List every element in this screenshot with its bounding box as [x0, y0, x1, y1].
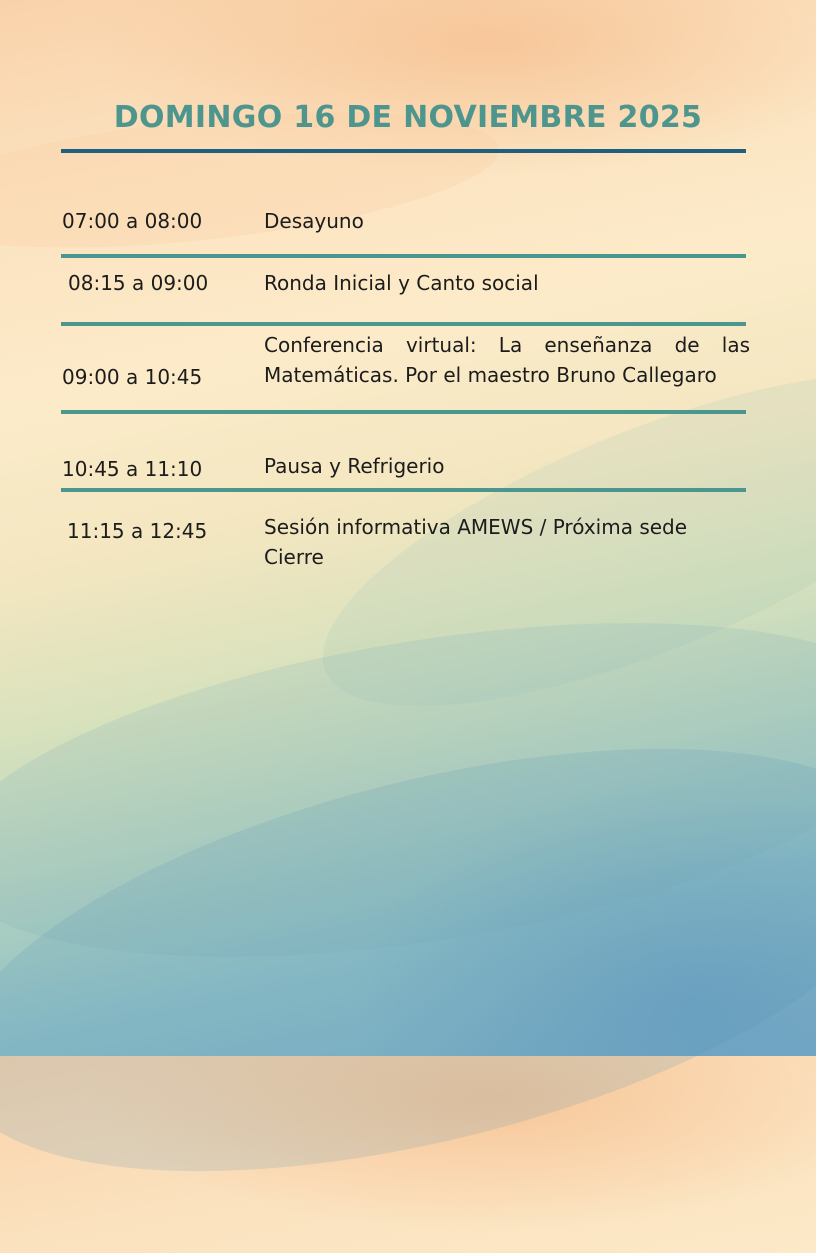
row-divider	[61, 410, 746, 414]
background-wash	[0, 667, 816, 1253]
row-divider	[61, 488, 746, 492]
schedule-time: 09:00 a 10:45	[62, 365, 203, 389]
schedule-activity	[264, 512, 750, 572]
schedule-time: 08:15 a 09:00	[68, 271, 209, 295]
schedule-time: 10:45 a 11:10	[62, 457, 203, 481]
page-title: DOMINGO 16 DE NOVIEMBRE 2025	[113, 100, 703, 135]
schedule-time: 07:00 a 08:00	[62, 209, 203, 233]
schedule-activity: Ronda Inicial y Canto social	[264, 271, 539, 295]
title-divider	[61, 149, 746, 153]
row-divider	[61, 254, 746, 258]
row-divider	[61, 322, 746, 326]
background-wash	[0, 565, 816, 1015]
schedule-activity-line: Sesión informativa AMEWS / Próxima sede	[264, 515, 688, 539]
schedule-activity: Pausa y Refrigerio	[264, 454, 445, 478]
schedule-activity: Desayuno	[264, 209, 364, 233]
schedule-activity-line: Cierre	[264, 545, 324, 569]
schedule-activity: Conferencia virtual: La enseñanza de las Matemáticas. Por el maestro Bruno Callegaro	[264, 333, 750, 387]
schedule-time: 11:15 a 12:45	[67, 519, 208, 543]
